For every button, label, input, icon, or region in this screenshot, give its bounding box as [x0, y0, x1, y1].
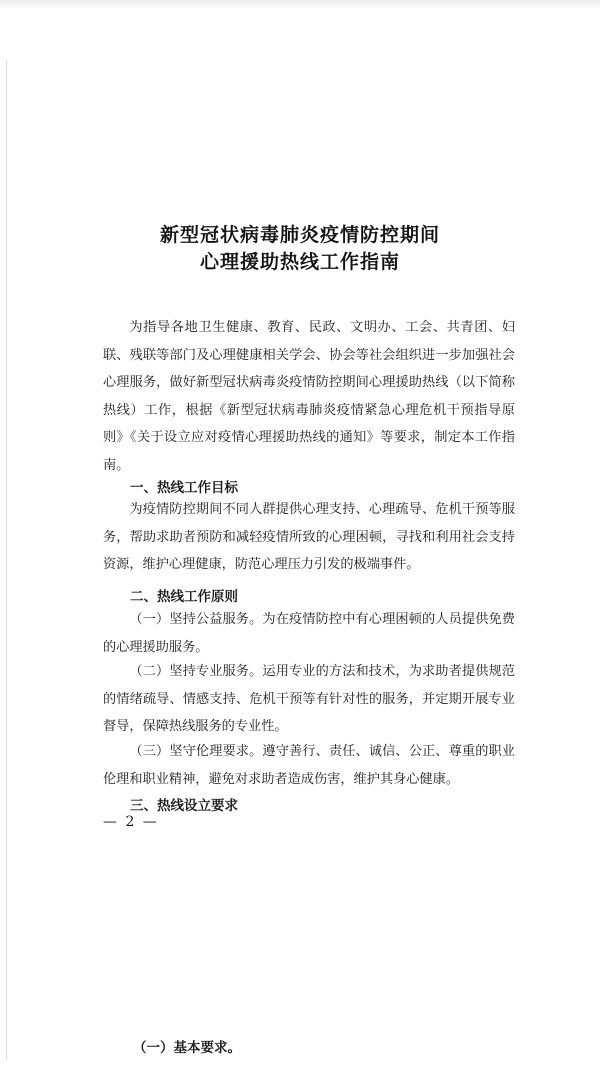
document-title-line1: 新型冠状病毒肺炎疫情防控期间	[159, 224, 440, 246]
principle-3: （三）坚守伦理要求。遵守善行、责任、诚信、公正、尊重的职业伦理和职业精神，避免对求助者造成伤害，维护其身心健康。	[103, 744, 515, 787]
section2-heading: 二、热线工作原则	[130, 589, 238, 605]
page-number: — 2 —	[103, 814, 159, 830]
document-title-line2: 心理援助热线工作指南	[199, 251, 400, 273]
principle-1: （一）坚持公益服务。为在疫情防控中有心理困顿的人员提供免费的心理援助服务。	[103, 612, 515, 655]
principle-2: （二）坚持专业服务。运用专业的方法和技术，为求助者提供规范的情绪疏导、情感支持、危机干预等有针对性的服务，并定期开展专业督导，保障热线服务的专业性。	[103, 664, 515, 735]
scan-edge-top	[0, 0, 600, 10]
next-page-heading: （一）基本要求。	[133, 1040, 241, 1056]
intro-paragraph: 为指导各地卫生健康、教育、民政、文明办、工会、共青团、妇联、残联等部门及心理健康相关学会、协会等社会组织进一步加强社会心理服务，做好新型冠状病毒炎疫情防控期间心理援助热线（以下简称热线）工作，根据《新型冠状病毒肺炎疫情紧急心理危机干预指导原则》《关于设立应对疫情心理援助热线的通知》等要求，制定本工作指南。	[103, 320, 515, 473]
section1-body: 为疫情防控期间不同人群提供心理支持、心理疏导、危机干预等服务，帮助求助者预防和减轻疫情所致的心理困顿，寻找和利用社会支持资源，维护心理健康，防范心理压力引发的极端事件。	[103, 502, 515, 573]
section3-heading: 三、热线设立要求	[130, 798, 238, 814]
scan-edge-left	[6, 60, 7, 1060]
section1-heading: 一、热线工作目标	[130, 480, 238, 496]
